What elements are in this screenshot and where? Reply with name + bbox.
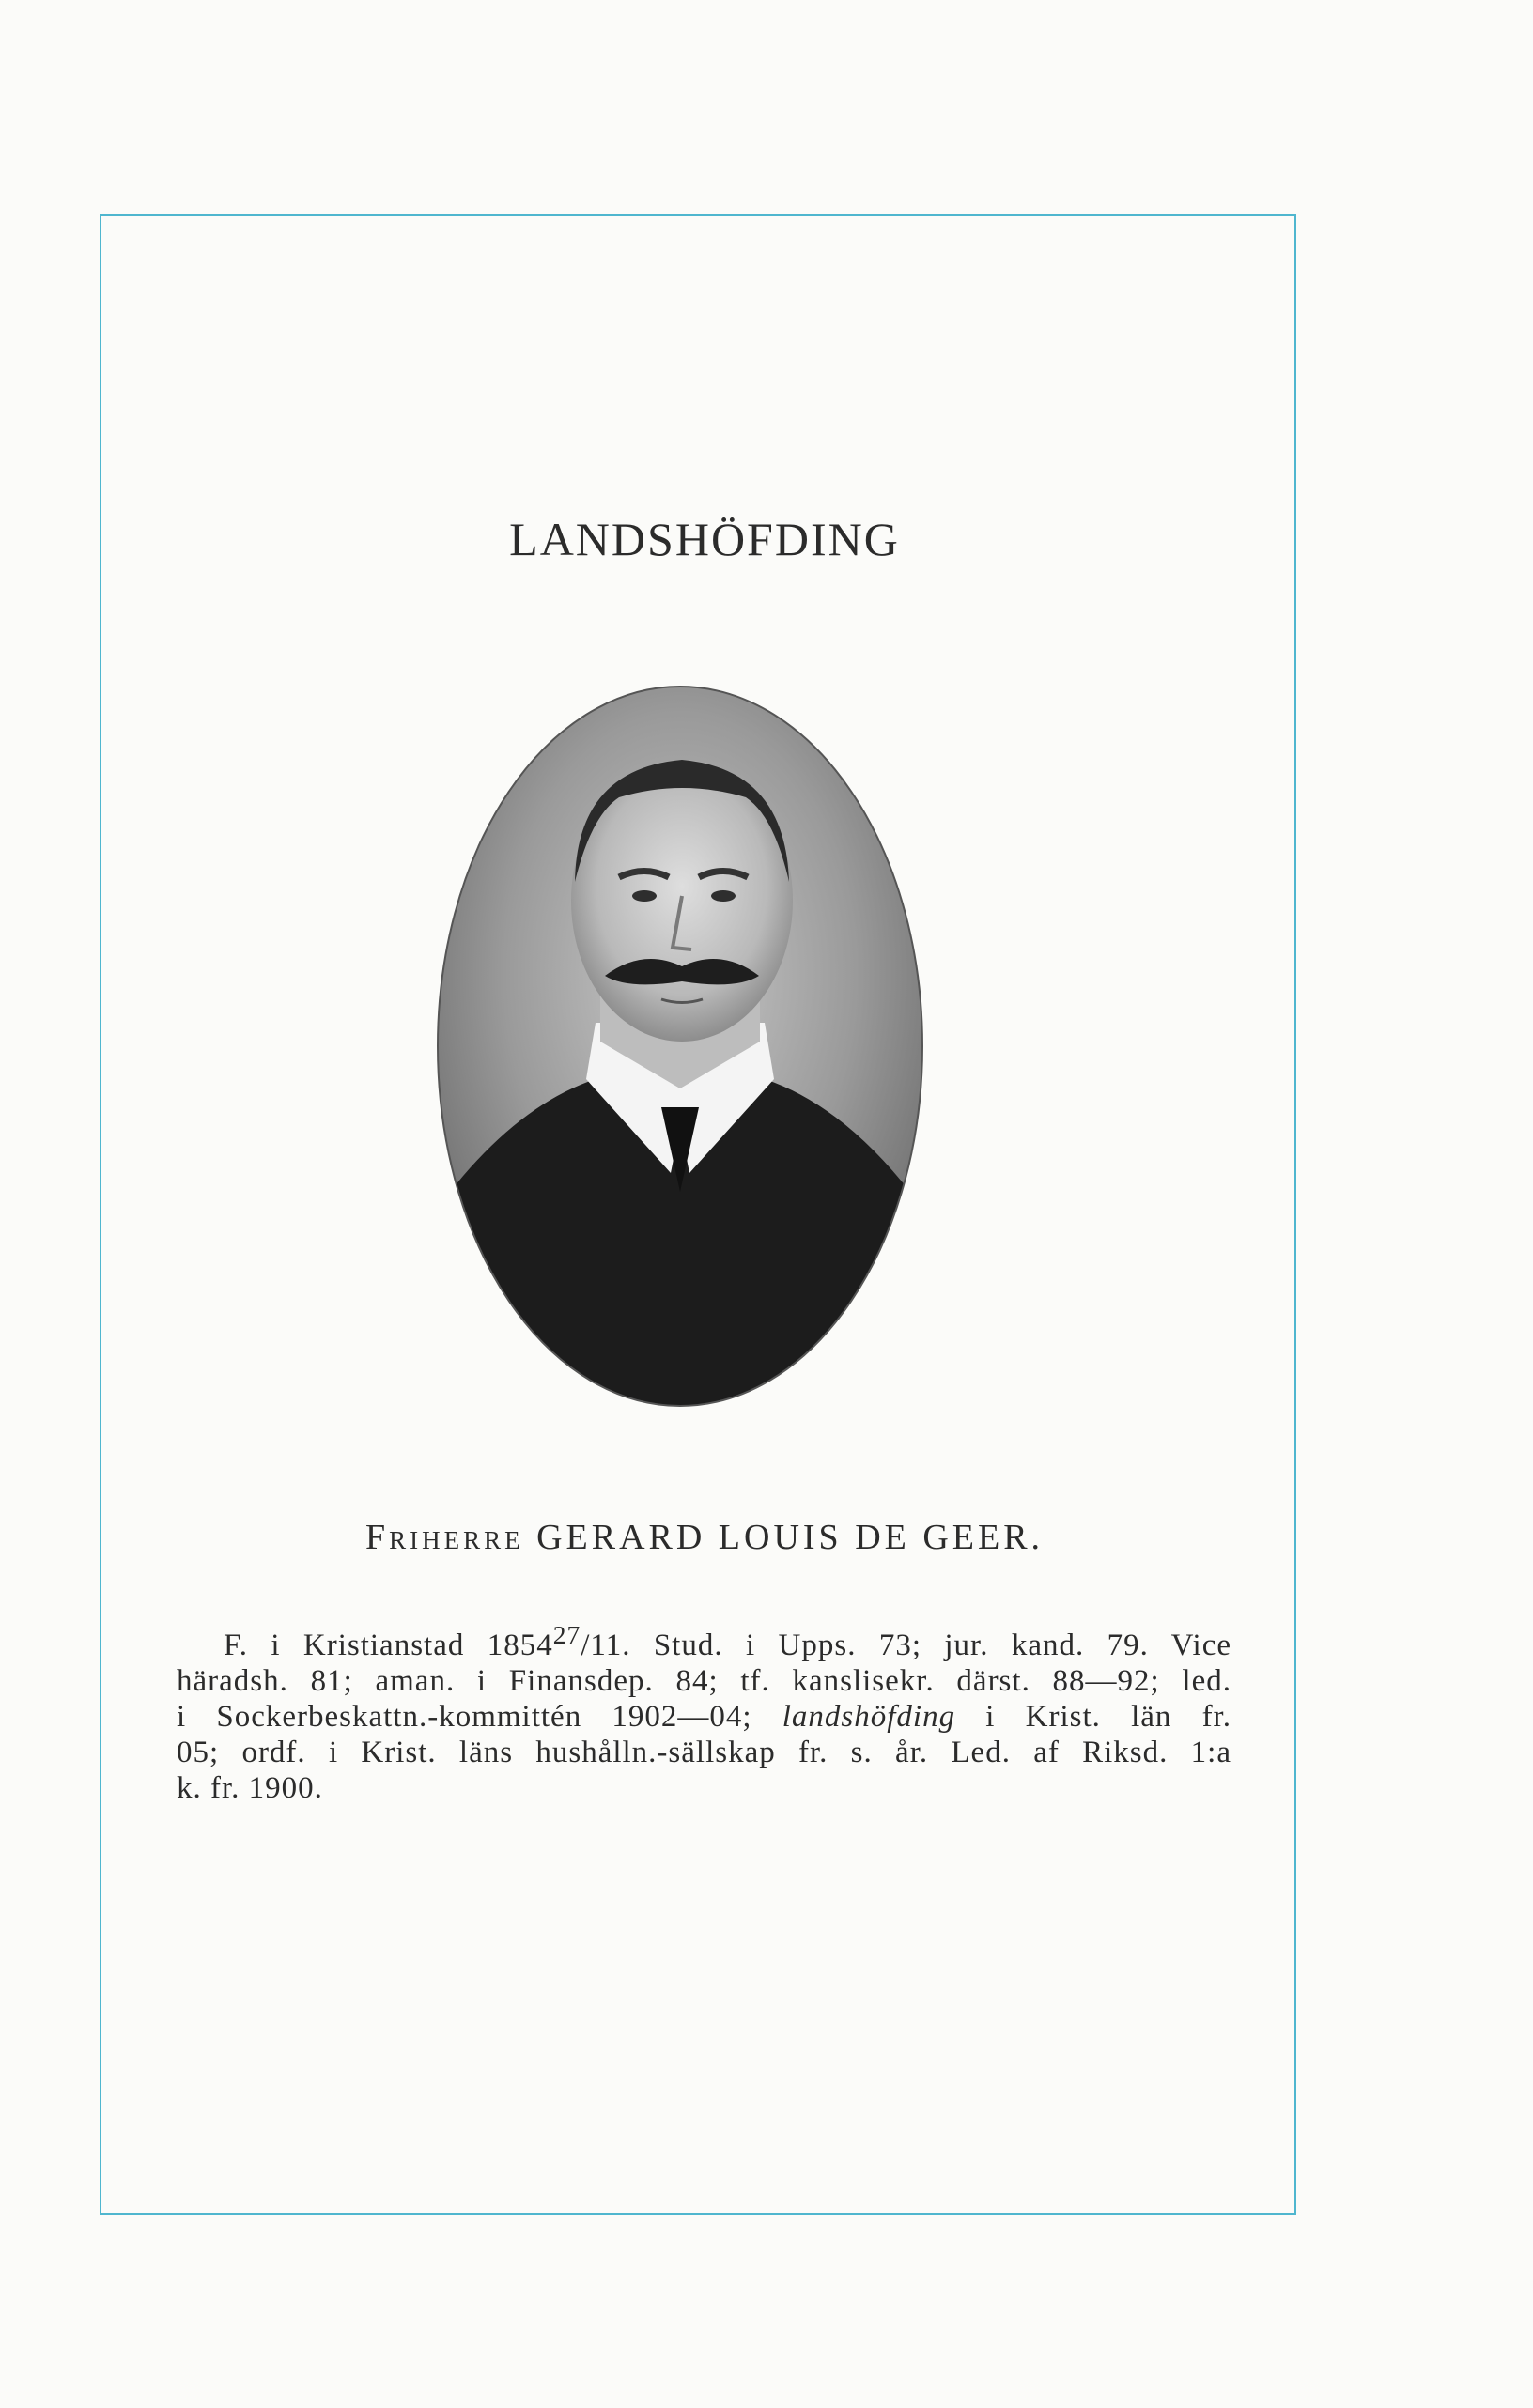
- bio-line: häradsh. 81; aman. i Finansdep. 84; tf. kanslisekr. därst. 88—92; led.: [177, 1664, 1231, 1698]
- bio-line: F. i Kristianstad 1854$^{27}$/11. Stud. i Upps. 73; jur. kand. 79. Vice: [224, 1620, 1231, 1662]
- page-title: LANDSHÖFDING: [509, 513, 900, 565]
- person-title: Friherre: [364, 1518, 524, 1557]
- bio-line: i Sockerbeskattn.-kommittén 1902—04; landshöfding i Krist. län fr.: [177, 1700, 1231, 1734]
- person-name: [0, 1517, 1409, 1558]
- bio-line: 05; ordf. i Krist. läns hushålln.-sällskap fr. s. år. Led. af Riksd. 1:a: [177, 1736, 1231, 1769]
- bio-line: k. fr. 1900.: [177, 1771, 323, 1805]
- person-fullname: GERARD LOUIS DE GEER.: [536, 1518, 1045, 1557]
- biography-text: [177, 1617, 1231, 1806]
- portrait-photo: [436, 685, 924, 1408]
